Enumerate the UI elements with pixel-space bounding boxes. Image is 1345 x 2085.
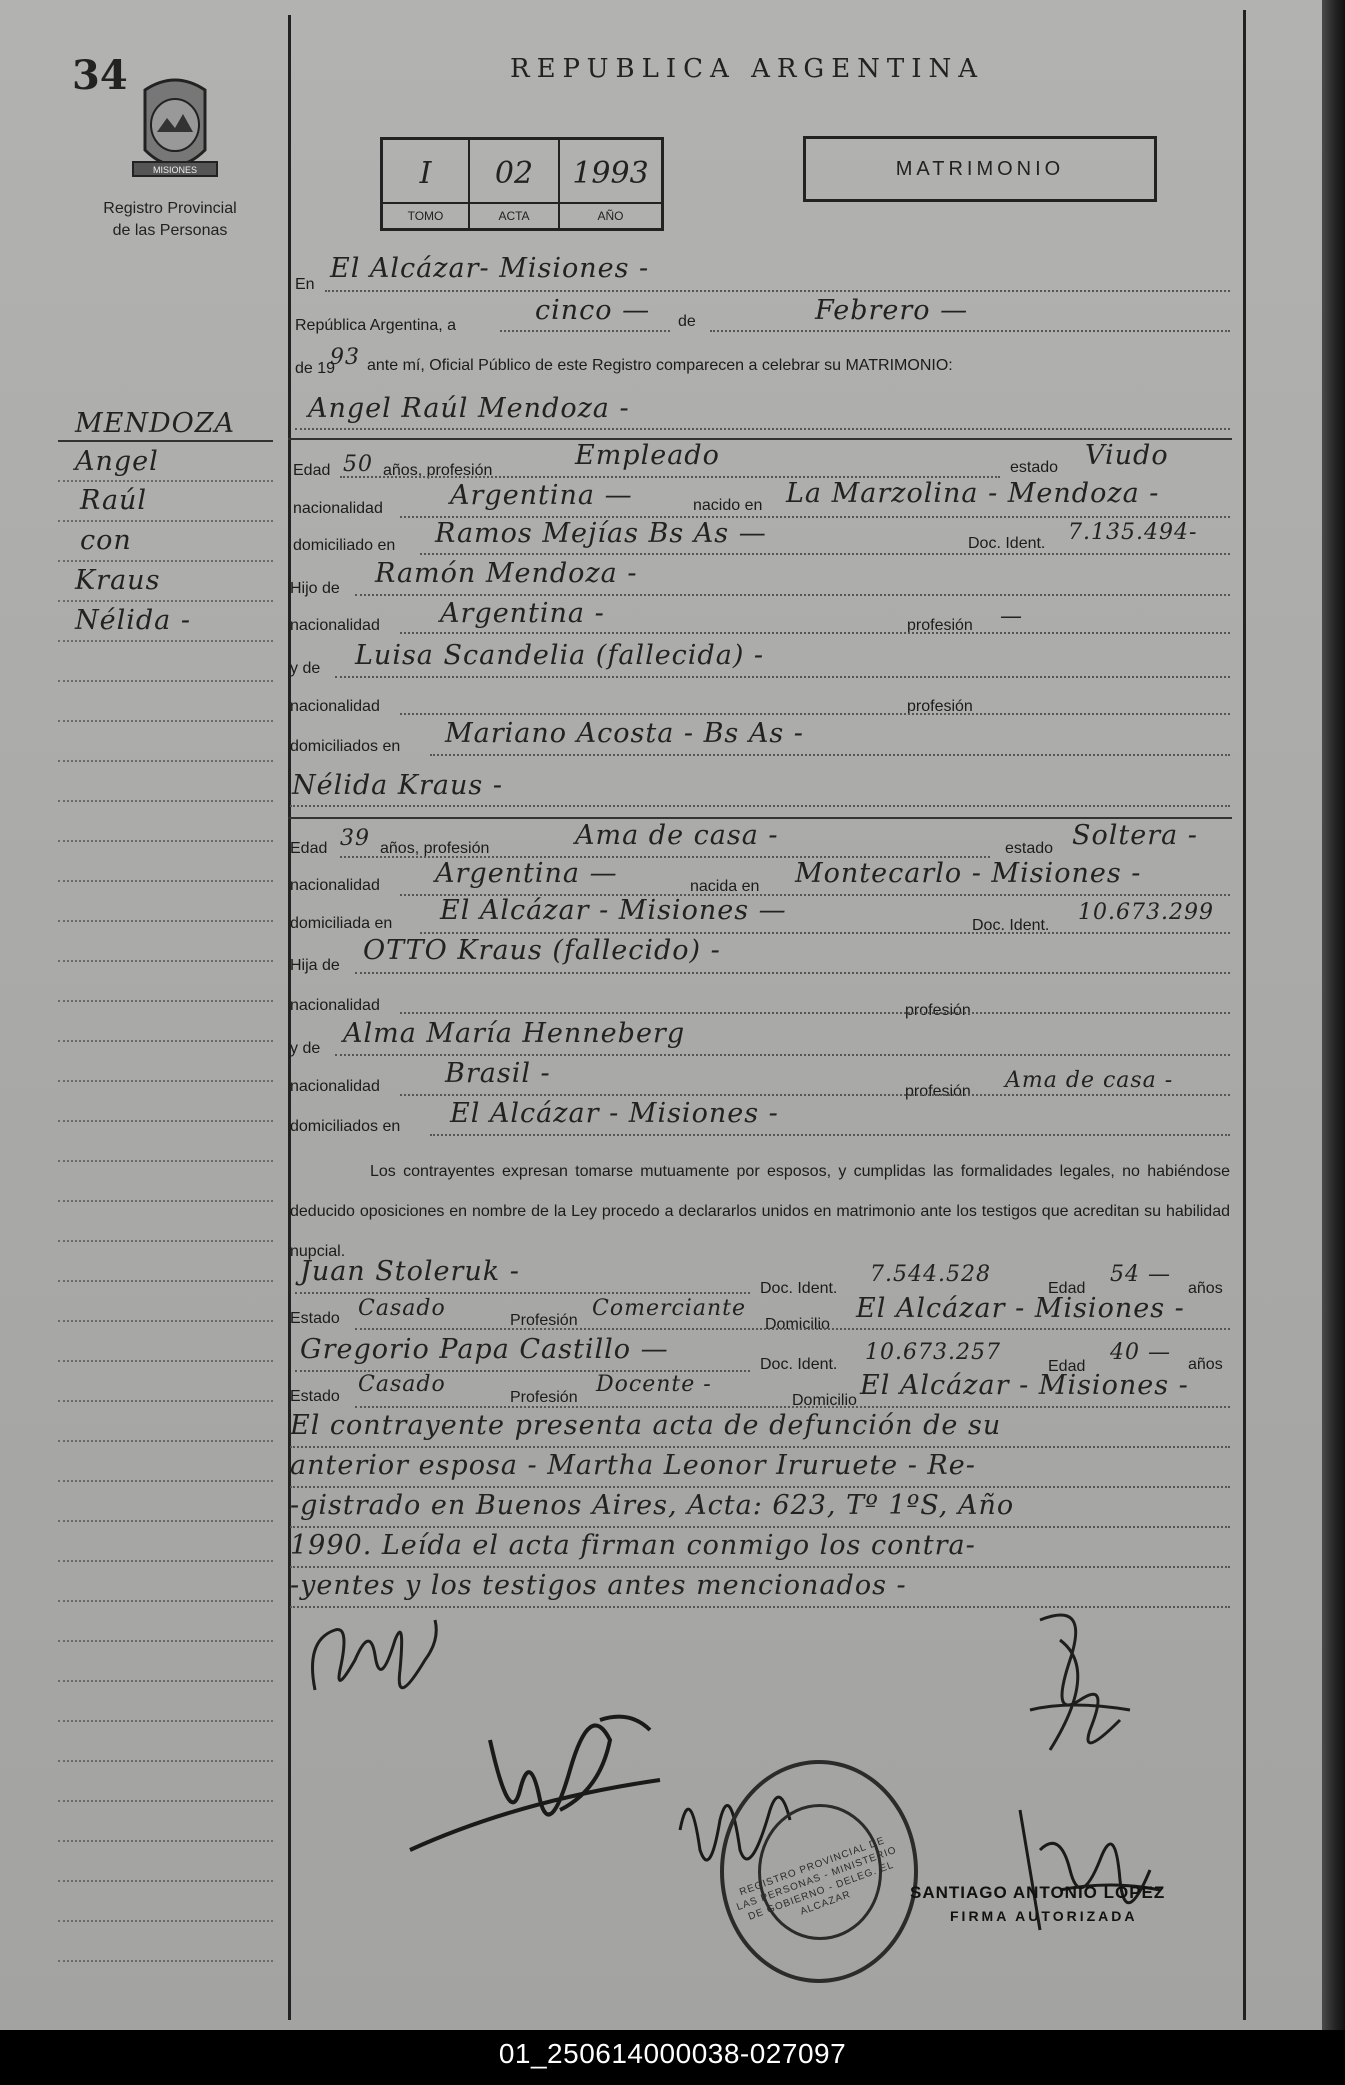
witness-1-edad-label: Edad xyxy=(1048,1280,1086,1297)
groom-madre-dom: Mariano Acosta - Bs As - xyxy=(445,718,804,749)
margin-ruled-line xyxy=(58,1520,273,1522)
witness-2-anios-label: años xyxy=(1188,1356,1223,1373)
annotation-rule-2 xyxy=(290,1486,1230,1488)
seal-text: REGISTRO PROVINCIAL DE LAS PERSONAS - MINISTERIO DE GOBIERNO - DELEG. EL ALCAZAR xyxy=(735,1835,899,1923)
witness-1-estado: Casado xyxy=(358,1296,446,1321)
margin-line-6: Nélida - xyxy=(75,605,191,636)
bride-nacida: Montecarlo - Misiones - xyxy=(795,858,1142,889)
margin-underline xyxy=(58,440,273,442)
year-suffix: 93 xyxy=(330,345,360,370)
bride-madre-nac: Brasil - xyxy=(445,1058,551,1089)
witness-1-dom-label: Domicilio xyxy=(765,1316,830,1333)
groom-name-line xyxy=(295,428,1230,430)
margin-ruled-line xyxy=(58,1840,273,1842)
acta-value: 02 xyxy=(494,156,534,191)
bride-domicilio-label: domiciliada en xyxy=(290,915,393,932)
witness-1-prof-label: Profesión xyxy=(510,1312,578,1329)
bride-padre-prof-label: profesión xyxy=(905,1002,971,1019)
witness-2-prof-label: Profesión xyxy=(510,1389,578,1406)
groom-doc-label: Doc. Ident. xyxy=(968,535,1046,552)
groom-padre-nac-label: nacionalidad xyxy=(290,617,380,634)
annotation-line-2: anterior esposa - Martha Leonor Iruruete - Re- xyxy=(290,1450,976,1481)
bride-estado: Soltera - xyxy=(1072,820,1198,851)
bride-madre-line xyxy=(335,1054,1230,1056)
margin-ruled-line xyxy=(58,1760,273,1762)
witness-2-edad-label: Edad xyxy=(1048,1358,1086,1375)
margin-line-3: Raúl xyxy=(80,485,148,516)
month-value: Febrero — xyxy=(815,295,969,326)
margin-ruled-line xyxy=(58,600,273,602)
bride-doc: 10.673.299 xyxy=(1078,900,1214,925)
witness-1-name: Juan Stoleruk - xyxy=(300,1256,520,1287)
witness-1-signature xyxy=(400,1680,700,1870)
tomo-cell xyxy=(383,140,470,228)
annotation-rule-4 xyxy=(290,1566,1230,1568)
bride-section-rule xyxy=(288,817,1232,819)
margin-surname: MENDOZA xyxy=(75,408,236,439)
margin-ruled-line xyxy=(58,1600,273,1602)
margin-ruled-line xyxy=(58,640,273,642)
groom-madre-label: y de xyxy=(290,660,321,677)
groom-profesion: Empleado xyxy=(575,440,720,471)
bride-madre-nac-label: nacionalidad xyxy=(290,1078,380,1095)
witness-2-doc: 10.673.257 xyxy=(865,1340,1001,1365)
margin-ruled-line xyxy=(58,1000,273,1002)
margin-ruled-line xyxy=(58,1040,273,1042)
witness-2-doc-label: Doc. Ident. xyxy=(760,1356,838,1373)
margin-ruled-line xyxy=(58,1880,273,1882)
annotation-line-4: 1990. Leída el acta firman conmigo los contra- xyxy=(290,1530,976,1561)
margin-line-5: Kraus xyxy=(75,565,161,596)
margin-ruled-line xyxy=(58,1440,273,1442)
margin-ruled-line xyxy=(58,520,273,522)
bride-name-line xyxy=(290,805,1230,807)
margin-ruled-line xyxy=(58,1120,273,1122)
margin-ruled-line xyxy=(58,680,273,682)
acta-label: ACTA xyxy=(470,202,558,228)
margin-ruled-line xyxy=(58,960,273,962)
witness-1-edad: 54 — xyxy=(1110,1262,1171,1287)
anio-label: AÑO xyxy=(560,202,661,228)
republica-label: República Argentina, a xyxy=(295,317,456,334)
margin-ruled-line xyxy=(58,1800,273,1802)
registry-line-1: Registro Provincial xyxy=(103,200,237,217)
groom-dom-line xyxy=(420,553,1230,555)
groom-domicilio: Ramos Mejías Bs As — xyxy=(435,518,767,549)
groom-padre-line xyxy=(355,594,1230,596)
official-name-stamp: SANTIAGO ANTONIO LOPEZ xyxy=(910,1883,1166,1902)
witness-1-estado-label: Estado xyxy=(290,1310,340,1327)
bride-madre: Alma María Henneberg xyxy=(343,1018,686,1049)
tomo-label: TOMO xyxy=(383,202,468,228)
margin-ruled-line xyxy=(58,560,273,562)
bride-profesion: Ama de casa - xyxy=(575,820,779,851)
bride-padre-line xyxy=(355,972,1230,974)
month-line xyxy=(710,330,1230,332)
groom-padre-nac: Argentina - xyxy=(440,598,605,629)
file-identifier: 01_250614000038-027097 xyxy=(498,2038,847,2069)
place-value: El Alcázar- Misiones - xyxy=(330,253,650,284)
groom-doc: 7.135.494- xyxy=(1068,520,1198,545)
bride-dom-line xyxy=(420,932,1230,934)
margin-ruled-line xyxy=(58,840,273,842)
margin-divider xyxy=(288,15,291,2020)
groom-nacido-label: nacido en xyxy=(693,497,763,514)
witness-2-dom-label: Domicilio xyxy=(792,1392,857,1409)
day-line xyxy=(500,330,670,332)
margin-ruled-line xyxy=(58,1400,273,1402)
margin-ruled-line xyxy=(58,1960,273,1962)
margin-ruled-line xyxy=(58,1560,273,1562)
groom-name: Angel Raúl Mendoza - xyxy=(308,393,630,424)
margin-ruled-line xyxy=(58,920,273,922)
groom-profesion-label: años, profesión xyxy=(383,462,493,479)
margin-ruled-line xyxy=(58,1720,273,1722)
bride-madre-prof-label: profesión xyxy=(905,1083,971,1100)
bride-profesion-label: años, profesión xyxy=(380,840,490,857)
witness-1-dom: El Alcázar - Misiones - xyxy=(856,1293,1185,1324)
margin-ruled-line xyxy=(58,1160,273,1162)
anio-value: 1993 xyxy=(572,156,649,191)
official-seal xyxy=(720,1760,918,1983)
witness-1-doc-label: Doc. Ident. xyxy=(760,1280,838,1297)
witness-1-name-line xyxy=(295,1292,750,1294)
groom-nacido: La Marzolina - Mendoza - xyxy=(786,478,1160,509)
witness-2-dom: El Alcázar - Misiones - xyxy=(860,1370,1189,1401)
registry-name xyxy=(75,198,265,242)
margin-ruled-line xyxy=(58,800,273,802)
en-label: En xyxy=(295,276,315,293)
margin-ruled-line xyxy=(58,1080,273,1082)
margin-ruled-line xyxy=(58,480,273,482)
bride-padre-nac-line xyxy=(400,1012,1230,1014)
margin-line-4: con xyxy=(80,525,132,556)
bride-domicilio: El Alcázar - Misiones — xyxy=(440,895,787,926)
margin-ruled-line xyxy=(58,1200,273,1202)
margin-line-2: Angel xyxy=(75,446,159,477)
bride-madre-dom: El Alcázar - Misiones - xyxy=(450,1098,779,1129)
country-title: REPUBLICA ARGENTINA xyxy=(510,54,985,84)
margin-ruled-line xyxy=(58,1920,273,1922)
groom-madre-line xyxy=(335,676,1230,678)
witness-2-edad: 40 — xyxy=(1110,1340,1171,1365)
witness-2-name: Gregorio Papa Castillo — xyxy=(300,1334,669,1365)
year-prefix: de 19 xyxy=(295,360,336,377)
witness-2-estado: Casado xyxy=(358,1372,446,1397)
record-reference-box xyxy=(380,137,664,231)
groom-madre-nac-line xyxy=(400,713,1230,715)
bride-padre-nac-label: nacionalidad xyxy=(290,997,380,1014)
bride-madre-dom-label: domiciliados en xyxy=(290,1118,401,1135)
place-line xyxy=(325,290,1230,292)
margin-ruled-line xyxy=(58,1640,273,1642)
groom-madre-nac-label: nacionalidad xyxy=(290,698,380,715)
bride-name: Nélida Kraus - xyxy=(292,770,503,801)
anio-cell xyxy=(560,140,661,228)
margin-ruled-line xyxy=(58,760,273,762)
bride-edad: 39 xyxy=(340,826,370,851)
bride-padre: OTTO Kraus (fallecido) - xyxy=(363,935,721,966)
groom-madre-dom-label: domiciliados en xyxy=(290,738,401,755)
bride-padre-label: Hija de xyxy=(290,957,340,974)
margin-ruled-line xyxy=(58,1680,273,1682)
bride-doc-label: Doc. Ident. xyxy=(972,917,1050,934)
groom-padre: Ramón Mendoza - xyxy=(375,558,638,589)
emblem-lettering: MISIONES xyxy=(152,165,198,175)
witness-1-doc: 7.544.528 xyxy=(870,1262,991,1287)
bride-madre-prof: Ama de casa - xyxy=(1005,1068,1174,1093)
bride-nacida-label: nacida en xyxy=(690,878,760,895)
bride-madre-dom-line xyxy=(430,1134,1230,1136)
bride-signature xyxy=(1010,1600,1150,1770)
margin-ruled-line xyxy=(58,1360,273,1362)
annotation-rule-1 xyxy=(290,1446,1230,1448)
de-label: de xyxy=(678,313,696,330)
groom-padre-nac-line xyxy=(400,632,1230,634)
bride-estado-label: estado xyxy=(1005,840,1054,857)
bride-nacionalidad: Argentina — xyxy=(435,858,618,889)
margin-ruled-line xyxy=(58,1240,273,1242)
right-border xyxy=(1243,10,1246,2020)
witness-2-estado-line xyxy=(355,1406,1230,1408)
witness-1-anios-label: años xyxy=(1188,1280,1223,1297)
witness-2-estado-label: Estado xyxy=(290,1388,340,1405)
registry-line-2: de las Personas xyxy=(112,222,228,239)
page-number: 34 xyxy=(72,52,128,99)
coat-of-arms-emblem xyxy=(125,70,225,185)
groom-padre-prof-label: profesión xyxy=(907,617,973,634)
witness-2-prof: Docente - xyxy=(596,1372,712,1397)
official-signature xyxy=(1000,1790,1180,1960)
groom-estado-label: estado xyxy=(1010,459,1059,476)
annotation-line-5: -yentes y los testigos antes mencionados - xyxy=(290,1570,907,1601)
annotation-line-3: -gistrado en Buenos Aires, Acta: 623, Tº 1ºS, Año xyxy=(290,1490,1015,1521)
intro-statement: ante mí, Oficial Público de este Registro comparecen a celebrar su MATRIMONIO: xyxy=(367,357,953,374)
margin-ruled-line xyxy=(58,1480,273,1482)
groom-padre-label: Hijo de xyxy=(290,580,340,597)
groom-nacionalidad: Argentina — xyxy=(450,480,633,511)
witness-1-estado-line xyxy=(355,1328,1230,1330)
groom-estado: Viudo xyxy=(1085,440,1169,471)
groom-madre: Luisa Scandelia (fallecida) - xyxy=(355,640,765,671)
bride-madre-label: y de xyxy=(290,1040,321,1057)
groom-padre-prof: — xyxy=(1000,604,1023,629)
margin-ruled-line xyxy=(58,880,273,882)
annotation-line-1: El contrayente presenta acta de defunción de su xyxy=(290,1410,1002,1441)
groom-madre-prof-label: profesión xyxy=(907,698,973,715)
bride-nacionalidad-label: nacionalidad xyxy=(290,877,380,894)
tomo-value: I xyxy=(419,156,432,191)
book-spine xyxy=(1322,0,1345,2030)
margin-ruled-line xyxy=(58,1280,273,1282)
bride-madre-nac-line xyxy=(400,1094,1230,1096)
margin-ruled-line xyxy=(58,1320,273,1322)
annotation-rule-3 xyxy=(290,1526,1230,1528)
declaration-text: Los contrayentes expresan tomarse mutuamente por esposos, y cumplidas las formalidades legales, no habiéndose deducido oposiciones en nombre de la Ley procedo a declararlos unidos en matrimonio ante los testigos que acreditan su habilidad nupcial. xyxy=(290,1163,1230,1260)
groom-domicilio-label: domiciliado en xyxy=(293,537,396,554)
day-value: cinco — xyxy=(535,295,651,326)
groom-edad-label: Edad xyxy=(293,462,331,479)
witness-1-prof: Comerciante xyxy=(592,1296,746,1321)
margin-ruled-line xyxy=(58,720,273,722)
acta-cell xyxy=(470,140,560,228)
official-role-stamp: FIRMA AUTORIZADA xyxy=(950,1908,1138,1924)
groom-madre-dom-line xyxy=(430,754,1230,756)
groom-nacionalidad-label: nacionalidad xyxy=(293,500,383,517)
bride-edad-label: Edad xyxy=(290,840,328,857)
groom-edad: 50 xyxy=(343,452,373,477)
record-type-box: MATRIMONIO xyxy=(803,136,1157,202)
